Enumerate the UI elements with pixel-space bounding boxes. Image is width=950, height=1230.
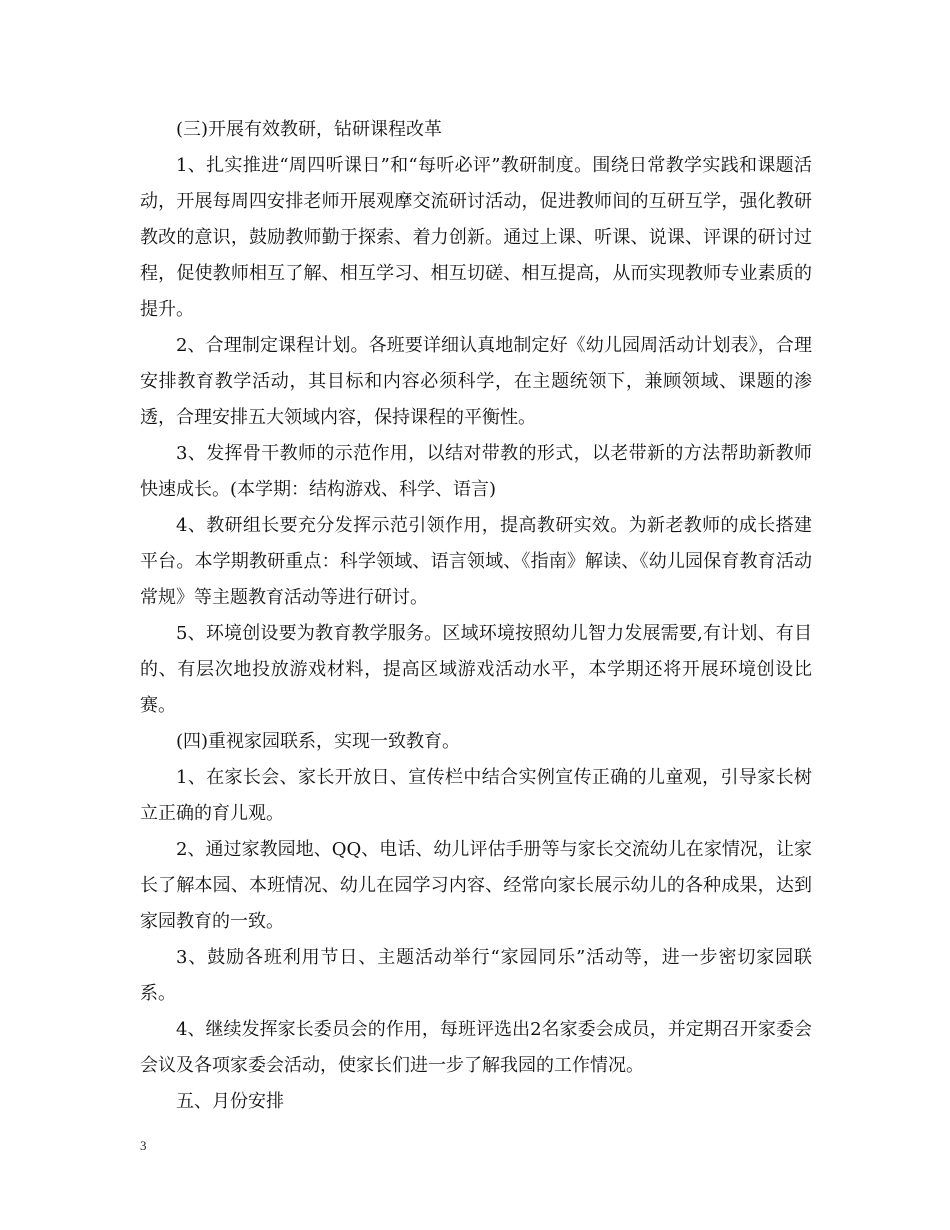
paragraph-home-school-4: 4、继续发挥家长委员会的作用，每班评选出2名家委会成员，并定期召开家委会会议及各项家委会活动，使家长们进一步了解我园的工作情况。 bbox=[140, 1019, 812, 1076]
paragraph-research-4: 4、教研组长要充分发挥示范引领作用，提高教研实效。为新老教师的成长搭建平台。本学期教研重点：科学领域、语言领域、《指南》解读、《幼儿园保育教育活动常规》等主题教育活动等进行研讨。 bbox=[140, 515, 812, 608]
paragraph-research-5: 5、环境创设要为教育教学服务。区域环境按照幼儿智力发展需要,有计划、有目的、有层次地投放游戏材料，提高区域游戏活动水平，本学期还将开展环境创设比赛。 bbox=[140, 623, 812, 716]
section-heading-monthly-schedule: 五、月份安排 bbox=[176, 1091, 284, 1112]
section-heading-research: (三)开展有效教研，钻研课程改革 bbox=[176, 119, 443, 140]
document-body bbox=[140, 112, 812, 1120]
paragraph-research-1: 1、扎实推进“周四听课日”和“每听必评”教研制度。围绕日常教学实践和课题活动，开展每周四安排老师开展观摩交流研讨活动，促进教师间的互研互学，强化教研教改的意识，鼓励教师勤于探索、着力创新。通过上课、听课、说课、评课的研讨过程，促使教师相互了解、相互学习、相互切磋、相互提高，从而实现教师专业素质的提升。 bbox=[140, 155, 812, 320]
paragraph-home-school-2: 2、通过家教园地、QQ、电话、幼儿评估手册等与家长交流幼儿在家情况，让家长了解本园、本班情况、幼儿在园学习内容、经常向家长展示幼儿的各种成果，达到家园教育的一致。 bbox=[140, 839, 812, 932]
paragraph-research-3: 3、发挥骨干教师的示范作用，以结对带教的形式，以老带新的方法帮助新教师快速成长。(本学期：结构游戏、科学、语言) bbox=[140, 443, 812, 500]
paragraph-research-2: 2、合理制定课程计划。各班要详细认真地制定好《幼儿园周活动计划表》，合理安排教育教学活动，其目标和内容必须科学，在主题统领下，兼顾领域、课题的渗透，合理安排五大领域内容，保持课程的平衡性。 bbox=[140, 335, 812, 428]
page-number: 3 bbox=[140, 1138, 147, 1153]
section-heading-home-school: (四)重视家园联系，实现一致教育。 bbox=[176, 731, 461, 752]
paragraph-home-school-3: 3、鼓励各班利用节日、主题活动举行“家园同乐”活动等，进一步密切家园联系。 bbox=[140, 947, 812, 1004]
paragraph-home-school-1: 1、在家长会、家长开放日、宣传栏中结合实例宣传正确的儿童观，引导家长树立正确的育儿观。 bbox=[140, 767, 812, 824]
